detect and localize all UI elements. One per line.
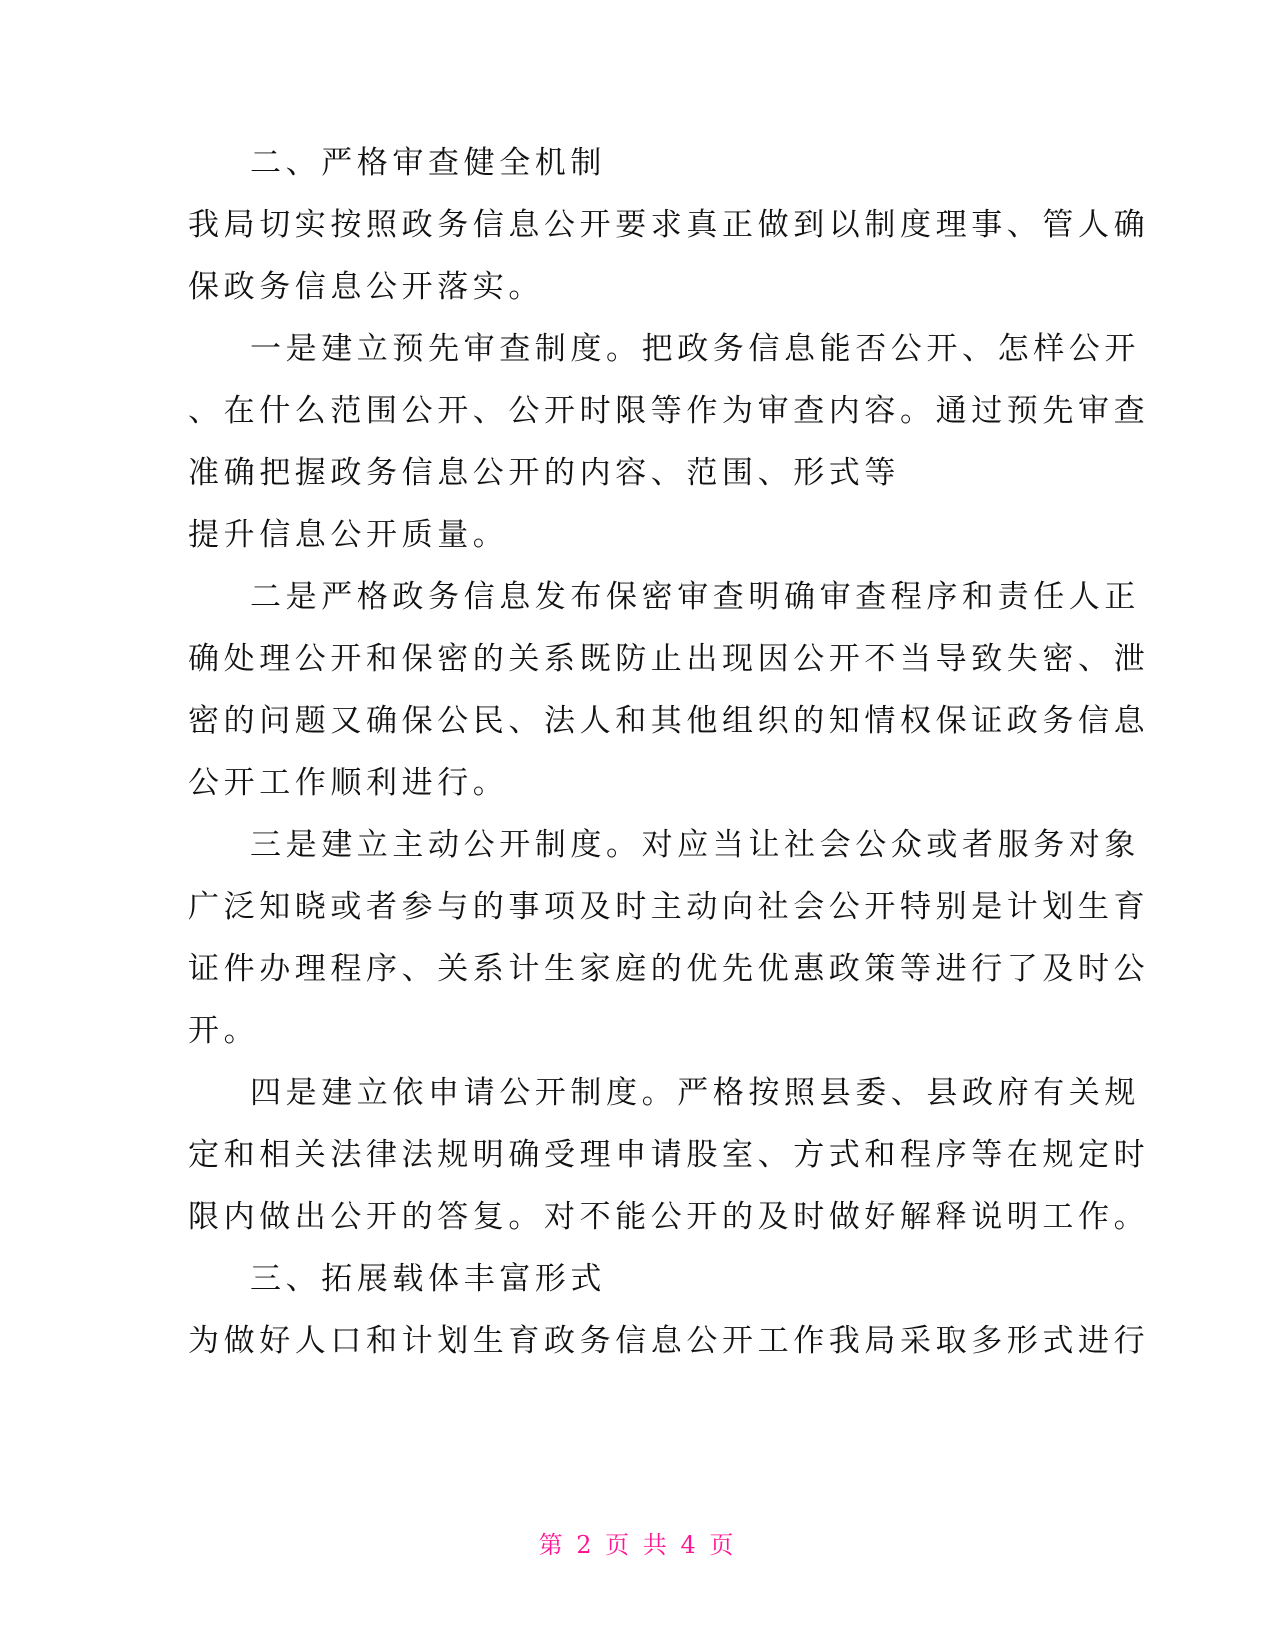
text-line: 密的问题又确保公民、法人和其他组织的知情权保证政务信息 bbox=[188, 703, 1150, 739]
text-line: 限内做出公开的答复。对不能公开的及时做好解释说明工作。 bbox=[188, 1199, 1150, 1235]
section-heading: 三、拓展载体丰富形式 bbox=[250, 1261, 606, 1297]
section-heading: 二、严格审查健全机制 bbox=[250, 145, 606, 181]
text-line: 三是建立主动公开制度。对应当让社会公众或者服务对象 bbox=[250, 827, 1140, 863]
text-line: 证件办理程序、关系计生家庭的优先优惠政策等进行了及时公 bbox=[188, 951, 1150, 987]
text-line: 、在什么范围公开、公开时限等作为审查内容。通过预先审查 bbox=[188, 393, 1150, 429]
text-line: 提升信息公开质量。 bbox=[188, 517, 509, 553]
text-line: 广泛知晓或者参与的事项及时主动向社会公开特别是计划生育 bbox=[188, 889, 1150, 925]
text-line: 定和相关法律法规明确受理申请股室、方式和程序等在规定时 bbox=[188, 1137, 1150, 1173]
text-line: 四是建立依申请公开制度。严格按照县委、县政府有关规 bbox=[250, 1075, 1140, 1111]
text-line: 我局切实按照政务信息公开要求真正做到以制度理事、管人确 bbox=[188, 207, 1150, 243]
page-number-footer: 第 2 页 共 4 页 bbox=[538, 1531, 737, 1559]
text-line: 确处理公开和保密的关系既防止出现因公开不当导致失密、泄 bbox=[188, 641, 1150, 677]
text-line: 准确把握政务信息公开的内容、范围、形式等 bbox=[188, 455, 900, 491]
text-line: 二是严格政务信息发布保密审查明确审查程序和责任人正 bbox=[250, 579, 1140, 615]
text-line: 为做好人口和计划生育政务信息公开工作我局采取多形式进行 bbox=[188, 1323, 1150, 1359]
text-line: 一是建立预先审查制度。把政务信息能否公开、怎样公开 bbox=[250, 331, 1140, 367]
text-line: 公开工作顺利进行。 bbox=[188, 765, 509, 801]
text-line: 保政务信息公开落实。 bbox=[188, 269, 544, 305]
text-line: 开。 bbox=[188, 1013, 260, 1049]
